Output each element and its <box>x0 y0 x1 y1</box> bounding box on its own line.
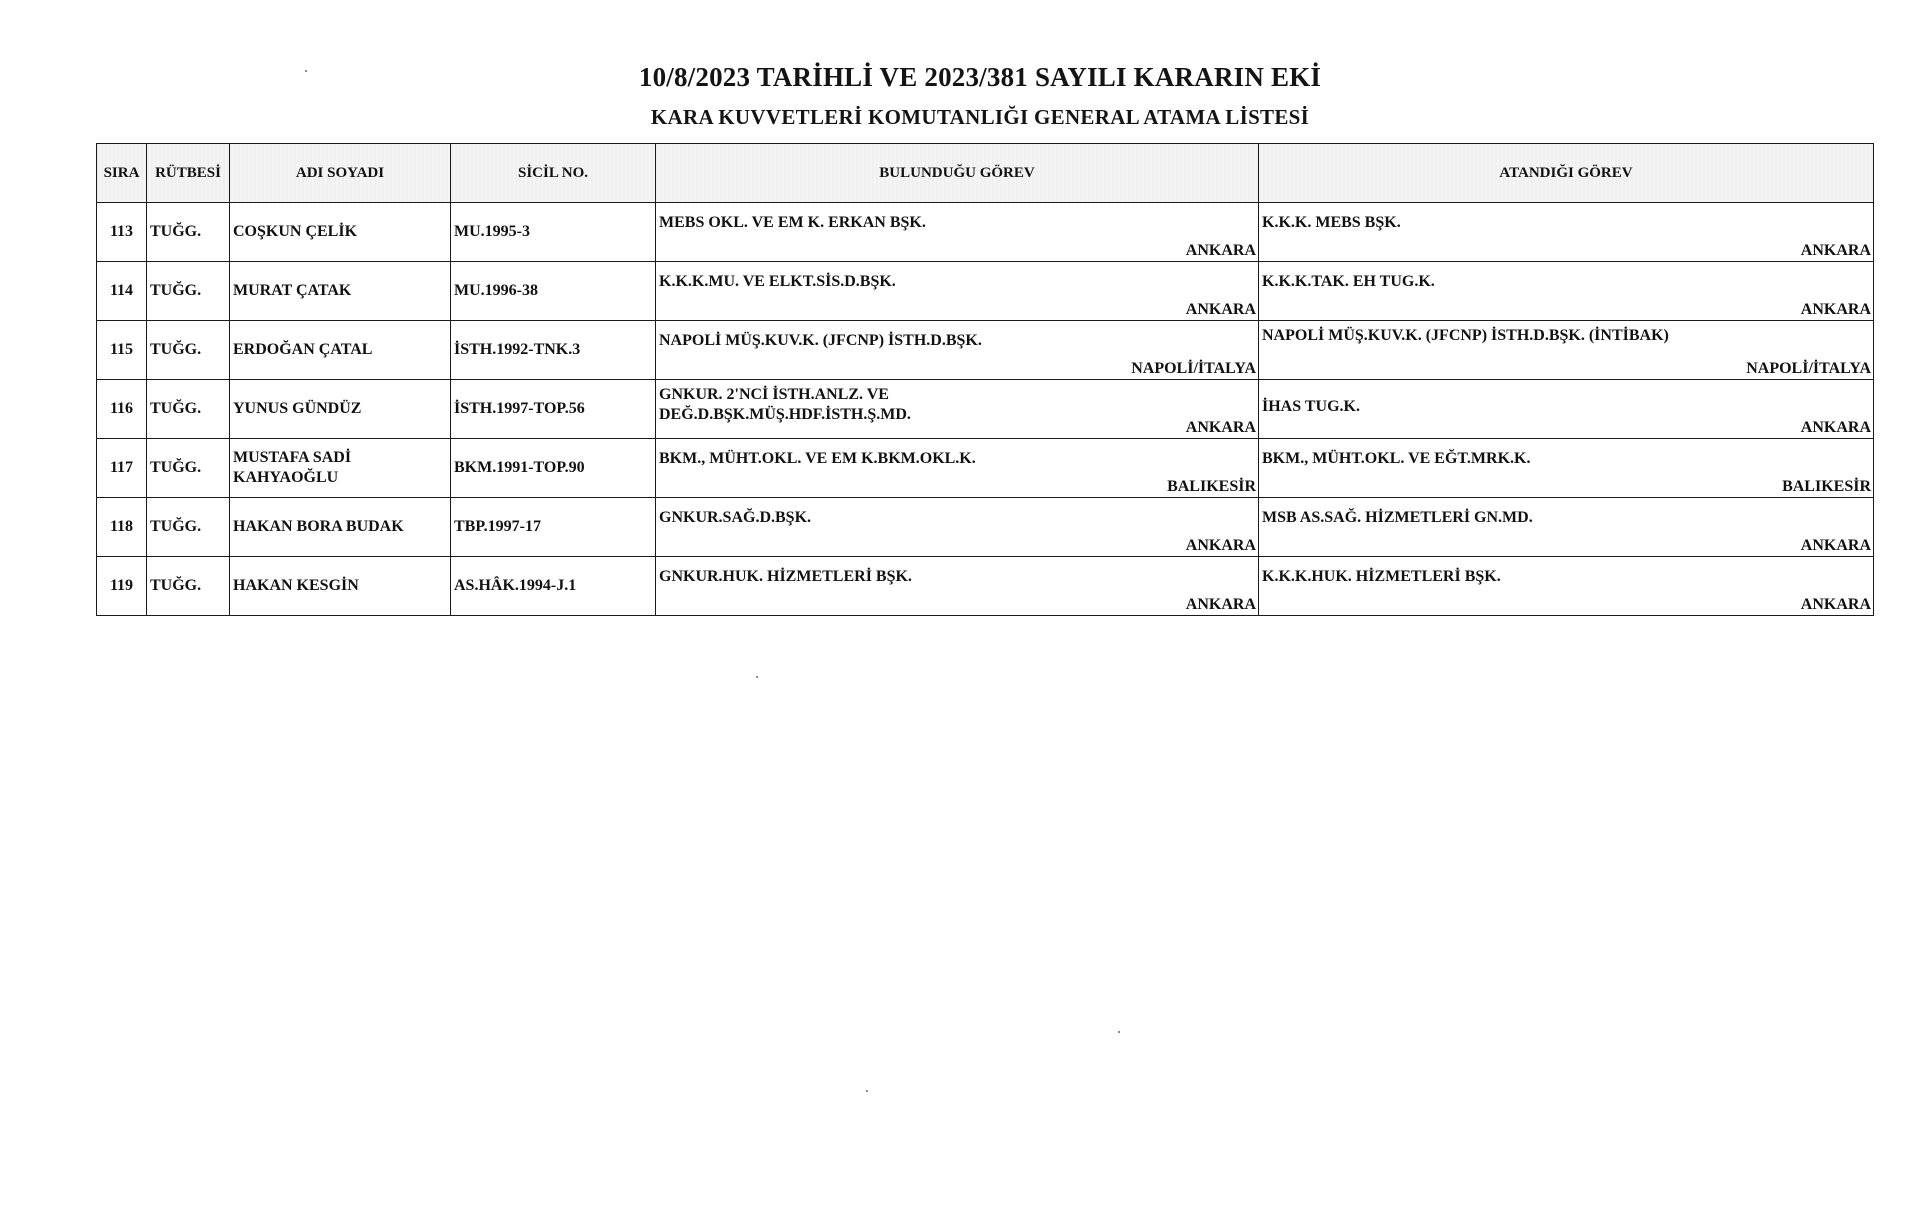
cell-sira: 115 <box>97 321 147 380</box>
atandigi-gorev-location: ANKARA <box>1800 242 1871 259</box>
atandigi-gorev-text: MSB AS.SAĞ. HİZMETLERİ GN.MD. <box>1262 509 1533 526</box>
cell-atandigi-gorev <box>1259 321 1874 380</box>
atandigi-gorev-text: K.K.K.HUK. HİZMETLERİ BŞK. <box>1262 568 1501 585</box>
bulundugu-gorev-text: GNKUR.SAĞ.D.BŞK. <box>659 509 812 526</box>
cell-atandigi-gorev <box>1259 439 1874 498</box>
cell-bulundugu-gorev <box>656 203 1259 262</box>
cell-atandigi-gorev <box>1259 262 1874 321</box>
column-header-ad-soyad: ADI SOYADI <box>230 144 451 203</box>
table-row <box>97 498 1874 557</box>
column-header-sira: SIRA <box>97 144 147 203</box>
cell-ad-soyad: MURAT ÇATAK <box>230 262 451 321</box>
atandigi-gorev-text: İHAS TUG.K. <box>1262 398 1360 415</box>
scan-speck <box>305 70 307 72</box>
atandigi-gorev-text: K.K.K.TAK. EH TUG.K. <box>1262 273 1435 290</box>
table-row <box>97 203 1874 262</box>
scan-speck <box>866 1090 868 1092</box>
cell-ad-soyad: ERDOĞAN ÇATAL <box>230 321 451 380</box>
bulundugu-gorev-text: MEBS OKL. VE EM K. ERKAN BŞK. <box>659 214 926 231</box>
cell-sira: 116 <box>97 380 147 439</box>
cell-sicil: MU.1996-38 <box>451 262 656 321</box>
cell-sira: 113 <box>97 203 147 262</box>
cell-rutbe: TUĞG. <box>147 557 230 616</box>
cell-sira: 118 <box>97 498 147 557</box>
cell-bulundugu-gorev <box>656 380 1259 439</box>
cell-rutbe: TUĞG. <box>147 439 230 498</box>
cell-atandigi-gorev <box>1259 557 1874 616</box>
cell-ad-soyad: YUNUS GÜNDÜZ <box>230 380 451 439</box>
column-header-atandigi-gorev: ATANDIĞI GÖREV <box>1259 144 1874 203</box>
atandigi-gorev-text: K.K.K. MEBS BŞK. <box>1262 214 1401 231</box>
column-header-sicil: SİCİL NO. <box>451 144 656 203</box>
bulundugu-gorev-text: K.K.K.MU. VE ELKT.SİS.D.BŞK. <box>659 273 896 290</box>
scan-speck <box>1118 1031 1120 1033</box>
scan-speck <box>756 676 758 678</box>
atandigi-gorev-location: ANKARA <box>1800 301 1871 318</box>
cell-ad-soyad: COŞKUN ÇELİK <box>230 203 451 262</box>
bulundugu-gorev-text: GNKUR. 2'NCİ İSTH.ANLZ. VE DEĞ.D.BŞK.MÜŞ.HDF.İSTH.Ş.MD. <box>659 386 911 423</box>
cell-bulundugu-gorev <box>656 321 1259 380</box>
atandigi-gorev-location: ANKARA <box>1800 419 1871 436</box>
cell-rutbe: TUĞG. <box>147 321 230 380</box>
table-row <box>97 380 1874 439</box>
cell-rutbe: TUĞG. <box>147 380 230 439</box>
cell-rutbe: TUĞG. <box>147 262 230 321</box>
column-header-rutbe: RÜTBESİ <box>147 144 230 203</box>
table-row <box>97 262 1874 321</box>
table-row <box>97 439 1874 498</box>
bulundugu-gorev-location: ANKARA <box>1185 537 1256 554</box>
table-row <box>97 557 1874 616</box>
cell-ad-soyad: HAKAN BORA BUDAK <box>230 498 451 557</box>
bulundugu-gorev-location: ANKARA <box>1185 301 1256 318</box>
bulundugu-gorev-location: ANKARA <box>1185 419 1256 436</box>
cell-ad-soyad: HAKAN KESGİN <box>230 557 451 616</box>
bulundugu-gorev-text: NAPOLİ MÜŞ.KUV.K. (JFCNP) İSTH.D.BŞK. <box>659 332 982 349</box>
atandigi-gorev-text: BKM., MÜHT.OKL. VE EĞT.MRK.K. <box>1262 450 1531 467</box>
bulundugu-gorev-text: BKM., MÜHT.OKL. VE EM K.BKM.OKL.K. <box>659 450 976 467</box>
document-title: 10/8/2023 TARİHLİ VE 2023/381 SAYILI KARARIN EKİ <box>638 62 1322 92</box>
cell-sicil: TBP.1997-17 <box>451 498 656 557</box>
cell-sira: 119 <box>97 557 147 616</box>
atandigi-gorev-location: ANKARA <box>1800 537 1871 554</box>
atandigi-gorev-location: NAPOLİ/İTALYA <box>1746 360 1871 377</box>
atandigi-gorev-location: BALIKESİR <box>1782 478 1871 495</box>
cell-bulundugu-gorev <box>656 557 1259 616</box>
assignment-table <box>96 143 1874 616</box>
bulundugu-gorev-location: ANKARA <box>1185 596 1256 613</box>
cell-bulundugu-gorev <box>656 262 1259 321</box>
bulundugu-gorev-location: NAPOLİ/İTALYA <box>1131 360 1256 377</box>
cell-sicil: BKM.1991-TOP.90 <box>451 439 656 498</box>
document-subtitle: KARA KUVVETLERİ KOMUTANLIĞI GENERAL ATAMA LİSTESİ <box>650 105 1310 129</box>
atandigi-gorev-text: NAPOLİ MÜŞ.KUV.K. (JFCNP) İSTH.D.BŞK. (İNTİBAK) <box>1262 327 1669 344</box>
cell-rutbe: TUĞG. <box>147 203 230 262</box>
column-header-bulundugu-gorev: BULUNDUĞU GÖREV <box>656 144 1259 203</box>
cell-ad-soyad: MUSTAFA SADİ KAHYAOĞLU <box>230 439 451 498</box>
cell-sicil: MU.1995-3 <box>451 203 656 262</box>
cell-sicil: İSTH.1997-TOP.56 <box>451 380 656 439</box>
cell-rutbe: TUĞG. <box>147 498 230 557</box>
bulundugu-gorev-location: BALIKESİR <box>1167 478 1256 495</box>
table-header-row <box>97 144 1874 203</box>
cell-bulundugu-gorev <box>656 439 1259 498</box>
cell-bulundugu-gorev <box>656 498 1259 557</box>
atandigi-gorev-location: ANKARA <box>1800 596 1871 613</box>
cell-sicil: İSTH.1992-TNK.3 <box>451 321 656 380</box>
cell-atandigi-gorev <box>1259 498 1874 557</box>
cell-atandigi-gorev <box>1259 380 1874 439</box>
table-row <box>97 321 1874 380</box>
cell-atandigi-gorev <box>1259 203 1874 262</box>
bulundugu-gorev-location: ANKARA <box>1185 242 1256 259</box>
cell-sicil: AS.HÂK.1994-J.1 <box>451 557 656 616</box>
cell-sira: 114 <box>97 262 147 321</box>
bulundugu-gorev-text: GNKUR.HUK. HİZMETLERİ BŞK. <box>659 568 912 585</box>
cell-sira: 117 <box>97 439 147 498</box>
